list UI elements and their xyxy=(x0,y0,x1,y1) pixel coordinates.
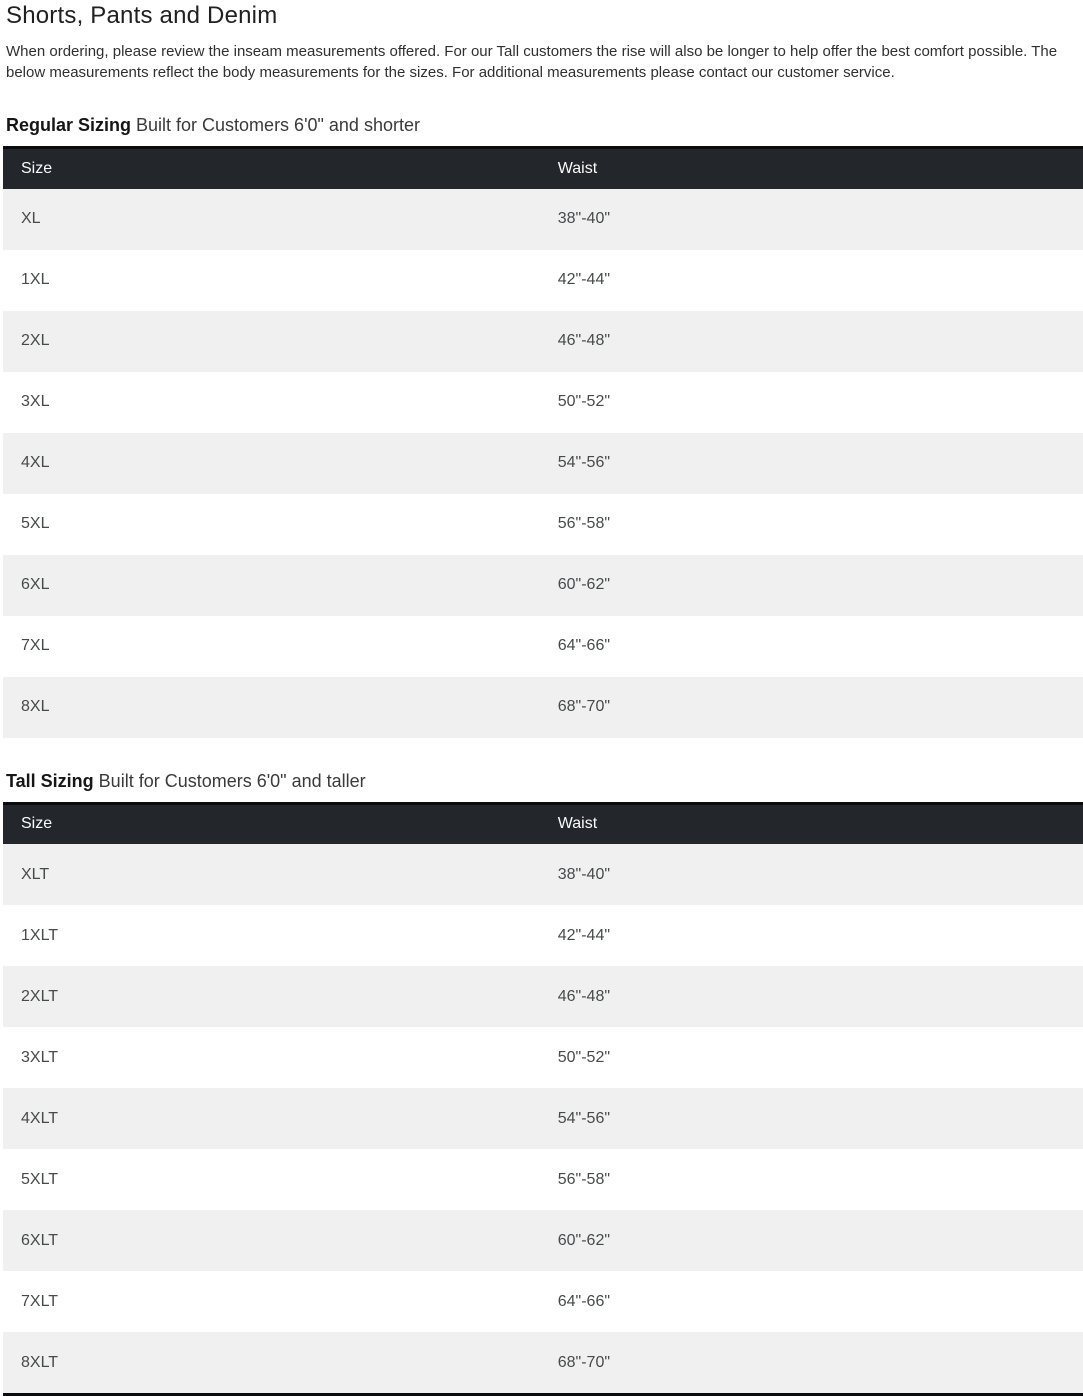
table-row xyxy=(3,311,1083,372)
waist-cell: 60"-62" xyxy=(557,576,611,593)
table-row xyxy=(3,433,1083,494)
waist-cell: 56"-58" xyxy=(557,1170,611,1188)
size-cell: 2XL xyxy=(21,332,50,349)
waist-cell: 68"-70" xyxy=(557,1353,611,1371)
table-row xyxy=(3,1027,1083,1088)
column-header-size: Size xyxy=(3,148,540,189)
table-row xyxy=(3,616,1083,677)
intro-paragraph: When ordering, please review the inseam measurements offered. For our Tall customers the rise will also be longer to help offer the best comfort possible. The below measurements reflect the body measurements for the sizes. For additional measurements please contact our customer service. xyxy=(6,43,1058,81)
table-row xyxy=(3,1210,1083,1271)
size-cell: 4XLT xyxy=(21,1109,59,1127)
table-row xyxy=(3,494,1083,555)
size-cell: 3XLT xyxy=(21,1048,59,1066)
table-row xyxy=(3,1332,1083,1393)
size-cell: 2XLT xyxy=(21,987,59,1005)
size-cell: 5XLT xyxy=(21,1170,59,1188)
waist-cell: 54"-56" xyxy=(557,454,611,471)
waist-cell: 38"-40" xyxy=(557,865,611,883)
regular-sizing-table xyxy=(3,146,1083,738)
table-row xyxy=(3,1149,1083,1210)
table-row xyxy=(3,189,1083,250)
size-cell: 3XL xyxy=(21,393,50,410)
size-cell: 1XL xyxy=(21,271,50,288)
waist-cell: 46"-48" xyxy=(557,332,611,349)
table-header-row xyxy=(3,803,1083,844)
waist-cell: 64"-66" xyxy=(557,1292,611,1310)
waist-cell: 64"-66" xyxy=(557,637,611,654)
waist-cell: 50"-52" xyxy=(557,393,611,410)
size-cell: 7XLT xyxy=(21,1292,59,1310)
size-cell: 5XL xyxy=(21,515,50,532)
size-cell: 4XL xyxy=(21,454,50,471)
tall-sizing-heading-bold: Tall Sizing xyxy=(6,770,94,791)
table-row xyxy=(3,1271,1083,1332)
regular-sizing-heading-rest: Built for Customers 6'0" and shorter xyxy=(131,115,420,135)
waist-cell: 54"-56" xyxy=(557,1109,611,1127)
size-cell: 8XLT xyxy=(21,1353,59,1371)
waist-cell: 42"-44" xyxy=(557,926,611,944)
table-row xyxy=(3,250,1083,311)
table-row xyxy=(3,844,1083,905)
waist-cell: 68"-70" xyxy=(557,698,611,715)
regular-sizing-heading-bold: Regular Sizing xyxy=(6,115,132,135)
column-header-waist: Waist xyxy=(540,148,1083,189)
waist-cell: 38"-40" xyxy=(557,210,611,227)
regular-sizing-heading xyxy=(0,115,1083,136)
size-cell: 6XL xyxy=(21,576,50,593)
tall-sizing-heading-rest: Built for Customers 6'0" and taller xyxy=(93,770,366,791)
table-row xyxy=(3,905,1083,966)
table-row xyxy=(3,555,1083,616)
column-header-size: Size xyxy=(3,803,540,844)
table-header-row xyxy=(3,148,1083,189)
table-row xyxy=(3,372,1083,433)
waist-cell: 56"-58" xyxy=(557,515,611,532)
size-cell: 1XLT xyxy=(21,926,59,944)
size-cell: 6XLT xyxy=(21,1231,59,1249)
table-row xyxy=(3,677,1083,738)
waist-cell: 42"-44" xyxy=(557,271,611,288)
table-row xyxy=(3,966,1083,1027)
column-header-waist: Waist xyxy=(540,803,1083,844)
tall-sizing-table xyxy=(3,802,1083,1394)
waist-cell: 60"-62" xyxy=(557,1231,611,1249)
tall-sizing-heading xyxy=(0,771,1083,792)
waist-cell: 46"-48" xyxy=(557,987,611,1005)
size-cell: 7XL xyxy=(21,637,50,654)
size-cell: 8XL xyxy=(21,698,50,715)
page-title: Shorts, Pants and Denim xyxy=(6,2,278,29)
waist-cell: 50"-52" xyxy=(557,1048,611,1066)
size-cell: XL xyxy=(21,210,41,227)
size-cell: XLT xyxy=(21,865,50,883)
table-row xyxy=(3,1088,1083,1149)
